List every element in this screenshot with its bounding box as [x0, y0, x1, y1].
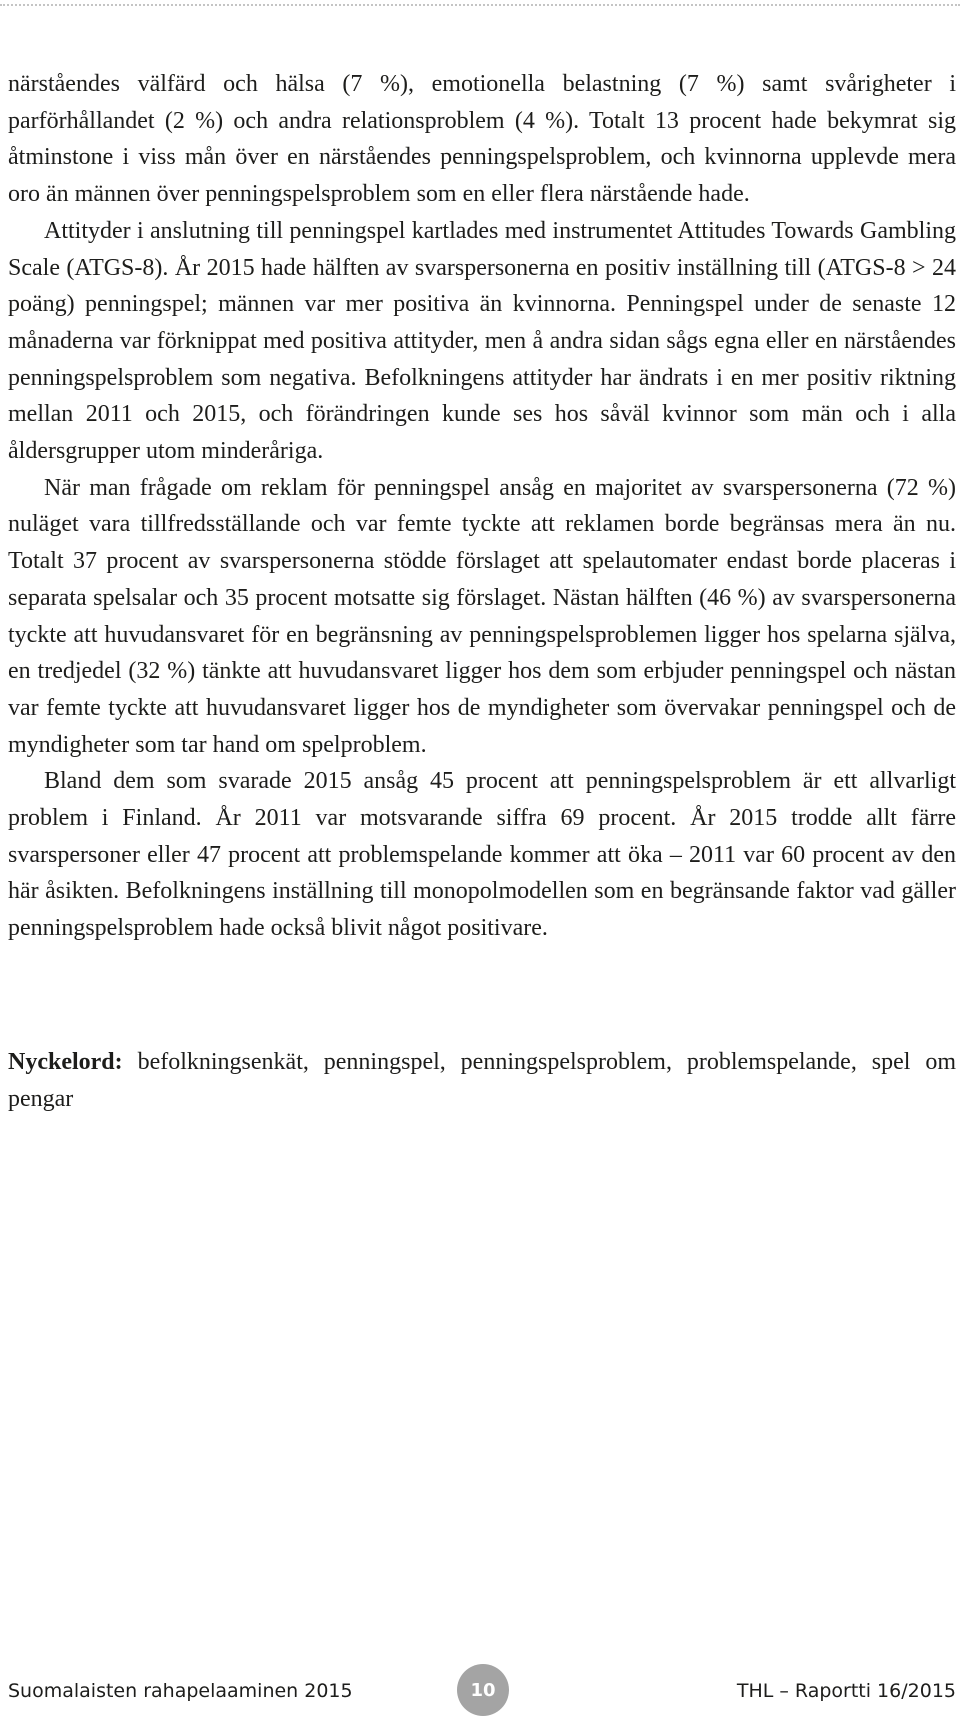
paragraph-family-burden: närståendes välfärd och hälsa (7 %), emotionella belastning (7 %) samt svårigheter i parförhållandet (2 %) och andra relationsproblem (4 %). Totalt 13 procent hade bekymrat sig åtminstone i viss mån över en närståendes penningspelsproblem, och kvinnorna upplevde mera oro än männen över penningspelsproblem som en eller flera närstående hade. — [8, 71, 956, 208]
top-dotted-rule — [0, 4, 960, 6]
paragraph-attitudes: Attityder i anslutning till penningspel kartlades med instrumentet Attitudes Towards Gambling Scale (ATGS-8). År 2015 hade hälften av svarspersonerna en positiv inställning till (ATGS-8 > 24 poäng) penningspel; männen var mer positiva än kvinnorna. Penningspel under de senaste 12 månaderna var förknippat med positiva attityder, men å andra sidan sågs egna eller en närståendes penningspelsproblem som negativa. Befolkningens attityder har ändrats i en mer positiv riktning mellan 2011 och 2015, och förändringen kunde ses hos såväl kvinnor som män och i alla åldersgrupper utom minderåriga. — [8, 217, 956, 465]
paragraph-problem-perception: Bland dem som svarade 2015 ansåg 45 procent att penningspelsproblem är ett allvarligt problem i Finland. År 2011 var motsvarande siffra 69 procent. År 2015 trodde allt färre svarspersoner eller 47 procent att problemspelande kommer att öka – 2011 var 60 procent av den här åsikten. Befolkningens inställning till monopolmodellen som en begränsande faktor vad gäller penningspelsproblem hade också blivit något positivare. — [8, 768, 956, 942]
keywords-block — [8, 1044, 956, 1117]
footer-report-id: THL – Raportti 16/2015 — [736, 1680, 956, 1702]
body-text — [8, 66, 956, 947]
paragraph-advertising: När man frågade om reklam för penningspel ansåg en majoritet av svarspersonerna (72 %) nuläget vara tillfredsställande och var femte tyckte att reklamen borde begränsas mera än nu. Totalt 37 procent av svarspersonerna stödde förslaget att spelautomater endast borde placeras i separata spelsalar och 35 procent motsatte sig förslaget. Nästan hälften (46 %) av svarspersonerna tyckte att huvudansvaret för en begränsning av penningspelsproblemen ligger hos spelarna själva, en tredjedel (32 %) tänkte att huvudansvaret ligger hos dem som erbjuder penningspel och nästan var femte tyckte att huvudansvaret ligger hos de myndigheter som övervakar penningspel och de myndigheter som tar hand om spelproblem. — [8, 474, 956, 758]
page-number-badge: 10 — [457, 1664, 509, 1716]
footer-publication-title: Suomalaisten rahapelaaminen 2015 — [8, 1680, 353, 1702]
keywords-text: befolkningsenkät, penningspel, penningspelsproblem, problemspelande, spel om pengar — [8, 1049, 956, 1112]
keywords-label: Nyckelord: — [8, 1049, 123, 1075]
